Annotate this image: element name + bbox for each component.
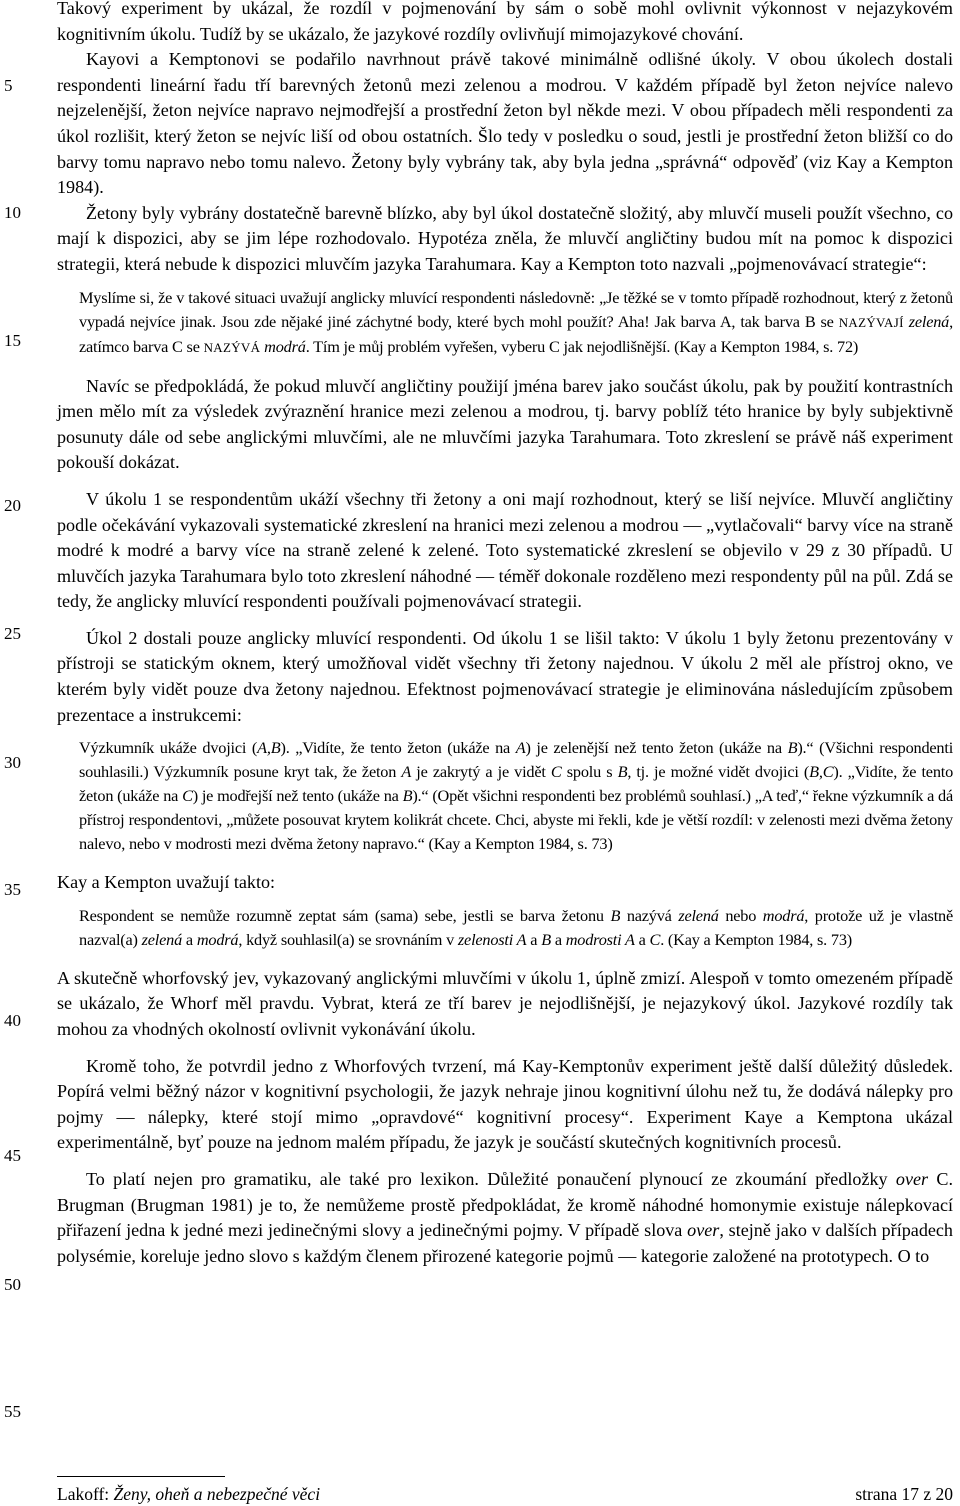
line-number: 15 (4, 331, 21, 350)
line-number: 25 (4, 624, 21, 643)
line-number: 40 (4, 1011, 21, 1030)
paragraph: Takový experiment by ukázal, že rozdíl v pojmenování by sám o sobě mohl ovlivnit výkonnost v nejazykovém kognitivním úkolu. Tudíž by se ukázalo, že jazykové rozdíly ovlivňují mimojazykové chování. (57, 0, 953, 44)
paragraph: A skutečně whorfovský jev, vykazovaný anglickými mluvčími v úkolu 1, úplně zmizí. Alespoň v tomto omezeném případě se ukázalo, že Whorf měl pravdu. Vybrat, která ze tří barev je nejodlišnější, je nejazykový úkol. Jazykové rozdíly tak mohou za vhodných okolností ovlivnit vykonávání úkolu. (57, 967, 953, 1040)
line-number: 45 (4, 1146, 21, 1165)
page-body (57, 0, 953, 1269)
line-number: 20 (4, 496, 21, 515)
line-number: 30 (4, 753, 21, 772)
page-number: strana 17 z 20 (855, 1484, 953, 1504)
paragraph: Žetony byly vybrány dostatečně barevně blízko, aby byl úkol dostatečně složitý, aby mluvčí museli použít všechno, co mají k dispozici, aby se jim lépe rozhodovalo. Hypotéza zněla, že mluvčí angličtiny budou mít na pomoc k dispozici strategii, která nebude k dispozici mluvčím jazyka Tarahumara. Kay a Kempton toto nazvali „pojmenovávací strategie“: (57, 202, 953, 274)
block-quote: Výzkumník ukáže dvojici (A,B). „Vidíte, že tento žeton (ukáže na A) je zelenější než tento žeton (ukáže na B).“ (Všichni respondenti souhlasili.) Výzkumník posune kryt tak, že žeton A je zakrytý a je vidět C spolu s B, tj. je možné vidět dvojici (B,C). „Vidíte, že tento žeton (ukáže na C) je modřejší než tento (ukáže na B).“ (Opět všichni respondenti bez problémů souhlasí.) „A teď,“ řekne výzkumník a dá přístroj respondentovi, „můžete posouvat krytem kolikrát chcete. Chci, abyste mi řekli, kde je větší rozdíl: v zelenosti mezi dvěma žetony nalevo, nebo v modrosti mezi dvěma žetony napravo.“ (Kay a Kempton 1984, s. 73) (79, 738, 954, 854)
paragraph: Úkol 2 dostali pouze anglicky mluvící respondenti. Od úkolu 1 se lišil takto: V úkolu 1 byly žetonu prezentovány v přístroji se statickým oknem, který umožňoval vidět všechny tři žetony najednou. V úkolu 2 měl ale přístroj okno, ve kterém byly vidět pouze dva žetony najednou. Efektnost pojmenovávací strategie je eliminována následujícím způsobem prezentace a instrukcemi: (57, 627, 953, 725)
paragraph: V úkolu 1 se respondentům ukáží všechny tři žetony a oni mají rozhodnout, který se liší nejvíce. Mluvčí angličtiny podle očekávání vykazovali systematické zkreslení na hranici mezi zelenou a modrou — „vytlačovali“ barvy více na straně modré k modré a barvy více na straně zelené k zelené. Toto systematické zkreslení se objevilo v 29 z 30 případů. U mluvčích jazyka Tarahumara bylo toto zkreslení náhodné — téměř dokonale rozděleno mezi respondenty půl na půl. Zdá se tedy, že anglicky mluvící respondenti používali pojmenovávací strategii. (57, 488, 953, 612)
paragraph: Kay a Kempton uvažují takto: (57, 872, 276, 893)
line-number: 10 (4, 203, 21, 222)
footer-divider (57, 1476, 225, 1477)
page-footer (57, 1484, 953, 1506)
paragraph: To platí nejen pro gramatiku, ale také pro lexikon. Důležité ponaučení plynoucí ze zkoumání předložky over C. Brugman (Brugman 1981) je to, že nemůžeme prostě předpokládat, že kromě náhodné homonymie existuje nálepkovací přiřazení jedna k jedné mezi jedinečnými slovy a jedinečnými pojmy. V případě slova over, stejně jako v dalších případech polysémie, koreluje jedno slovo s každým členem přirozené kategorie pojmů — kategorie založené na prototypech. O to (57, 1169, 953, 1266)
line-number: 35 (4, 880, 21, 899)
paragraph: Navíc se předpokládá, že pokud mluvčí angličtiny použijí jména barev jako součást úkolu, pak by použití kontrastních jmen mělo mít za výsledek zvýraznění hranice mezi zelenou a modrou, tj. barvy poblíž této hranice by byly subjektivně posunuty dále od sebe anglickými mluvčími, ale ne mluvčími jazyka Tarahumara. Toto zkreslení se právě náš experiment pokouší dokázat. (57, 375, 953, 473)
block-quote: Respondent se nemůže rozumně zeptat sám (sama) sebe, jestli se barva žetonu B nazývá zelená nebo modrá, protože už je vlastně nazval(a) zelená a modrá, když souhlasil(a) se srovnáním v zelenosti A a B a modrosti A a C. (Kay a Kempton 1984, s. 73) (79, 905, 953, 949)
paragraph: Kromě toho, že potvrdil jedno z Whorfových tvrzení, má Kay-Kemptonův experiment ještě další důležitý důsledek. Popírá velmi běžný názor v kognitivní psychologii, že jazyk nehraje jinou kognitivní úlohu než tu, že dodává nálepky pro pojmy — nálepky, které stojí mimo „opravdové“ kognitivní procesy“. Experiment Kaye a Kemptona ukázal experimentálně, byť pouze na jednom malém případu, že jazyk je součástí skutečných kognitivních procesů. (57, 1055, 953, 1153)
line-number: 5 (4, 76, 13, 95)
line-number: 50 (4, 1275, 21, 1294)
block-quote: Myslíme si, že v takové situaci uvažují anglicky mluvící respondenti následovně: „Je těžké se v tomto případě rozhodnout, který z žetonů vypadá nejvíce jinak. Jsou zde nějaké jiné záchytné body, které bych mohl použít? Aha! Jak barva A, tak barva B se NAZÝVAJÍ zelená, zatímco barva C se NAZÝVÁ modrá. Tím je můj problém vyřešen, vyberu C jak nejodlišnější. (Kay a Kempton 1984, s. 72) (79, 287, 954, 356)
paragraph: Kayovi a Kemptonovi se podařilo navrhnout právě takové minimálně odlišné úkoly. V obou úkolech dostali respondenti lineární řadu tří barevných žetonů mezi zelenou a modrou. V každém případě byl žeton nejvíce nalevo nejzelenější, žeton nejvíce napravo nejmodřejší a prostřední žeton byl někde mezi. V obou případech měli respondenti za úkol rozlišit, který žeton se nejvíc liší od obou ostatních. Šlo tedy v posledku o soud, jestli je prostřední žeton bližší co do barvy tomu napravo nebo tomu nalevo. Žetony byly vybrány tak, aby byla jedna „správná“ odpověď (viz Kay a Kempton 1984). (57, 49, 953, 198)
footer-title: Lakoff: Ženy, oheň a nebezpečné věci (57, 1484, 321, 1504)
line-number: 55 (4, 1402, 21, 1421)
